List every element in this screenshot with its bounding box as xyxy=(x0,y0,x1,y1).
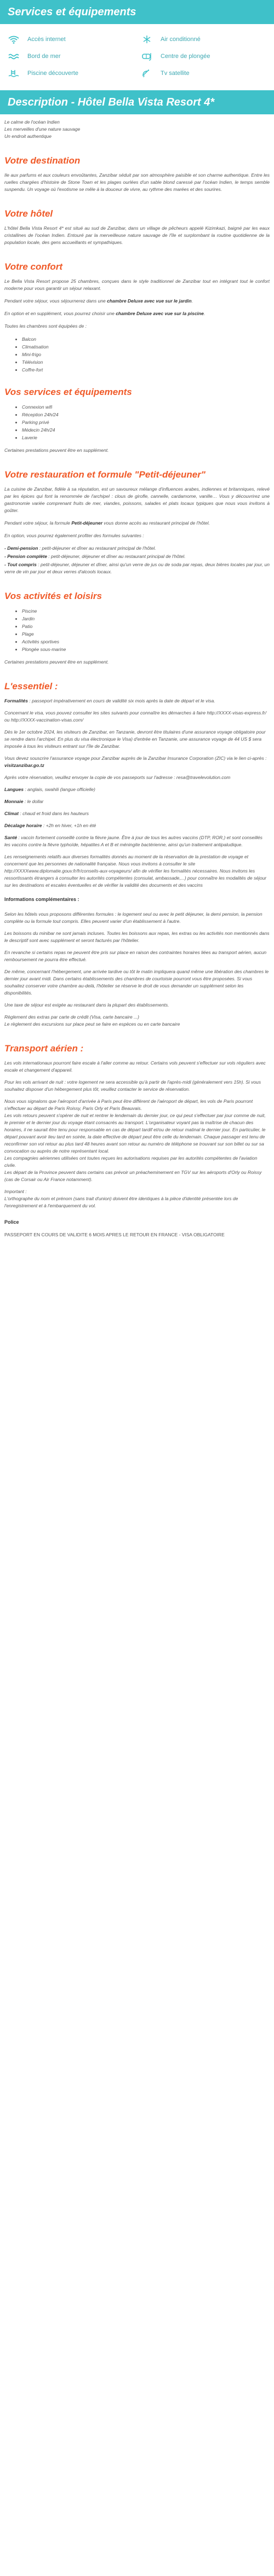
room-equipment-list xyxy=(4,335,270,374)
langues-label: Langues xyxy=(4,787,24,792)
services-header: Services et équipements xyxy=(0,0,274,24)
visa-text: Concernant le visa, vous pouvez consulter les sites suivants pour connaître les démarches à faire http://XXXX-visas-express.fr/ ou http://XXXX-vaccination-visas.com/ xyxy=(4,710,267,723)
intro-block xyxy=(4,114,270,140)
infos-p5: Une taxe de séjour est exigée au restaurant dans la plupart des établissements. xyxy=(4,1002,169,1008)
restauration-p6-a: - Tout compris xyxy=(4,562,37,567)
transport-p3: Nous vous signalons que l'aéroport d'arrivée à Paris peut être différent de l'aéroport de départ, les vols de Paris pourront s'effectuer au départ de Paris Roissy, Paris Orly et Paris Beauvais. Les vols retours peuvent s'opérer de nuit et rentrer le lendemain du dernier jour, ce qui peut s'effectuer par jour comme de nuit, le premier et le dernier jour du voyage étant consacrés au transport. L'organisateur voyant pas la maîtrise de chacun des horaires, il ne saurait être tenu pour responsable en cas de départ tardif et/ou de retour matinal le dernier jour. En particulier, le départ pouvant avoir lieu tard en soirée, la date effective de départ peut être celle du lendemain. Chaque passager est tenu de reconfirmer son vol retour au plus tard 48 heures avant son retour au numéro de téléphone se trouvant sur son billet ou sur sa convocation ou auprès de notre représentant local. Les compagnies aériennes utilisées ont toutes reçues les autorisations requises par les autorités compétentes de l'aviation civile. Les départ de la Province peuvent dans certains cas prévoir un préacheminement en TGV sur les aéroports d'Orly ou Roissy (cas de Corsair ou Air France notamment). xyxy=(4,1098,266,1182)
feature-seaside xyxy=(7,48,134,65)
infos-p2: Les boissons du minibar ne sont jamais incluses. Toutes les boissons aux repas, les extras ou les activités non mentionnés dans le descriptif sont avec supplément et seront facturés par l'hôtelier. xyxy=(4,931,270,943)
list-item: • Médecin 24h/24 xyxy=(22,426,270,434)
transport-p2: Pour les vols arrivant de nuit : votre logement ne sera accessible qu'à partir de l'après-midi (généralement vers 15h). Si vous souhaitez disposer d'un hébergement plus tôt, veuillez contacter le service de réservation. xyxy=(4,1079,261,1092)
climat-value: : chaud et froid dans les hauteurs xyxy=(18,811,89,816)
confort-p3-b: chambre Deluxe avec vue sur la piscine xyxy=(116,311,204,316)
formalites-label: Formalités xyxy=(4,698,28,703)
monnaie-label: Monnaie xyxy=(4,799,24,804)
monnaie-value: : le dollar xyxy=(23,799,44,804)
sante-label: Santé xyxy=(4,835,18,840)
feature-label: Air conditionné xyxy=(161,36,201,43)
feature-label: Accès internet xyxy=(27,36,66,43)
decalage-value: : +2h en hiver, +1h en été xyxy=(42,823,96,828)
wifi-icon xyxy=(8,34,20,44)
assurance-text xyxy=(4,755,270,769)
confort-p2-b: chambre Deluxe avec vue sur le jardin xyxy=(107,298,192,304)
activites-note: Certaines prestations peuvent être en supplément. xyxy=(4,659,109,665)
police-title: Police xyxy=(4,1219,19,1225)
list-item: • Plongée sous-marine xyxy=(22,646,270,653)
assurance2-text: Après votre réservation, veuillez envoyer la copie de vos passeports sur l'adresse : resa@travelevolution.com xyxy=(4,775,231,780)
list-item: • Activités sportives xyxy=(22,638,270,646)
services2-note: Certaines prestations peuvent être en supplément. xyxy=(4,447,109,453)
feature-label: Piscine découverte xyxy=(27,69,78,77)
vaccin-text: Dès le 1er octobre 2024, les visiteurs de Zanzibar, en Tanzanie, devront être titulaires d'une assurance voyage obligatoire pour se rendre dans l'archipel. En plus du visa électronique le Visa) d'entrée en Tanzanie, une assurance voyage de 44 US $ sera imposée à tous les visiteurs entrant sur l'île de Zanzibar. xyxy=(4,729,266,749)
restauration-p2-a: Pendant votre séjour, la formule xyxy=(4,520,72,526)
activities-list xyxy=(4,607,270,653)
intro-line: Un endroit authentique xyxy=(4,133,52,139)
climat-text xyxy=(4,810,270,817)
transport-p1: Les vols internationaux pourront faire escale à l'aller comme au retour. Certains vols peuvent s'effectuer sur vols réguliers avec escale et changement d'appareil. xyxy=(4,1060,266,1073)
infos-p6: Règlement des extras par carte de crédit (Visa, carte bancaire ...) Le règlement des excursions sur place peut se faire en espèces ou en carte bancaire xyxy=(4,1014,180,1027)
intro-line: Les merveilles d'une nature sauvage xyxy=(4,126,81,132)
destination-title: Votre destination xyxy=(4,155,81,166)
features-grid xyxy=(0,24,274,86)
activites-title: Vos activités et loisirs xyxy=(4,591,102,601)
list-item: • Connexion wifi xyxy=(22,403,270,411)
list-item: • Parking privé xyxy=(22,418,270,426)
snowflake-icon xyxy=(141,34,153,44)
restauration-p5-b: : petit-déjeuner, déjeuner et dîner au restaurant principal de l'hôtel. xyxy=(47,554,186,559)
infos-title: Informations complémentaires : xyxy=(4,897,79,902)
formalites-value: : passeport impérativement en cours de validité six mois après la date de départ et le visa. xyxy=(28,698,215,703)
transport-title: Transport aérien : xyxy=(4,1043,84,1054)
confort-p1: Le Bella Vista Resort propose 25 chambres, conçues dans le style traditionnel de Zanzibar tout en intégrant tout le confort moderne pour vous garantir un séjour relaxant. xyxy=(4,278,270,291)
list-item: • Balcon xyxy=(22,335,270,343)
feature-label: Bord de mer xyxy=(27,53,61,60)
list-item: • Coffre-fort xyxy=(22,366,270,374)
confort-p3-c: . xyxy=(203,311,206,316)
list-item: • Télévision xyxy=(22,358,270,366)
restauration-p6-b: : petit-déjeuner, déjeuner et dîner, ainsi qu'un verre de jus ou de soda par repas, deux bières locales par jour, un verre de vin par jour et deux verres d'alcools locaux. xyxy=(4,562,270,574)
monnaie-text xyxy=(4,798,270,805)
restauration-title: Votre restauration et formule "Petit-déjeuner" xyxy=(4,469,206,480)
police-line: PASSEPORT EN COURS DE VALIDITE 6 MOIS APRES LE RETOUR EN FRANCE - VISA OBLIGATOIRE xyxy=(4,1232,225,1237)
decalage-text xyxy=(4,822,270,829)
sante-text xyxy=(4,834,270,848)
assurance-link[interactable]: visitzanzibar.go.tz xyxy=(4,763,44,768)
confort-p2-c: . xyxy=(191,298,193,304)
restauration-p3: En option, vous pourrez également profiter des formules suivantes : xyxy=(4,533,144,538)
satellite-icon xyxy=(141,68,153,78)
confort-p2-a: Pendant votre séjour, vous séjournerez dans une xyxy=(4,298,107,304)
restauration-p5 xyxy=(4,553,270,560)
restauration-p2 xyxy=(4,520,270,527)
feature-aircon xyxy=(140,31,267,48)
pool-icon xyxy=(8,68,20,78)
confort-title: Votre confort xyxy=(4,261,63,272)
feature-label: Tv satellite xyxy=(161,69,190,77)
destination-text: Ile aux parfums et aux couleurs envoûtantes, Zanzibar séduit par son atmosphère paisible et son charme authentique. Entre les ruelles chargées d'histoire de Stone Town et les plages ourlées d'un sable blond caressé par l'océan Indien, le temps semble suspendu. Un voyage où l'exotisme se mêle à la douceur de vivre, au rythme des marées et des sourires. xyxy=(4,172,270,192)
feature-label: Centre de plongée xyxy=(161,53,210,60)
list-item: • Patio xyxy=(22,623,270,630)
hotel-title: Votre hôtel xyxy=(4,208,53,219)
restauration-p1: La cuisine de Zanzibar, fidèle à sa réputation, est un savoureux mélange d'influences arabes, indiennes et britanniques, relevé par les épices qui font la renommée de l'archipel : clous de girofle, cannelle, cardamome, vanille… Vous y découvrirez une gastronomie variée comprenant fruits de mer, viandes, poissons, salades et plats locaux typiques que nous vous invitons à goûter. xyxy=(4,486,270,513)
intro-line: Le calme de l'océan Indien xyxy=(4,119,60,125)
restauration-p4-a: - Demi-pension xyxy=(4,545,38,551)
transport-p4: Important : L'orthographe du nom et prénom (sans trait d'union) doivent être identiques à la pièce d'identité présentée lors de l'enregistrement et à l'embarquement du vol. xyxy=(4,1189,238,1208)
hotel-text: L'hôtel Bella Vista Resort 4* est situé au sud de Zanzibar, dans un village de pêcheurs appelé Kizimkazi, baigné par les eaux cristallines de l'océan Indien. Entouré par la merveilleuse nature sauvage de l'île et surplombant la routine quotidienne de la population locale, des gens accueillants et sympathiques. xyxy=(4,225,270,245)
langues-text xyxy=(4,786,270,793)
list-item: • Piscine xyxy=(22,607,270,615)
list-item: • Réception 24h/24 xyxy=(22,411,270,418)
sante-value: : vaccin fortement conseillé contre la fièvre jaune. Être à jour de tous les autres vaccins (DTP, ROR,) et sont conseillés les vaccins contre la fièvre typhoïde, hépatites A et B et méningite bactérienne, ainsi qu'un traitement antipaludique. xyxy=(4,835,262,847)
assurance-a: Vous devez souscrire l'assurance voyage pour Zanzibar auprès de la Zanzibar Insurance Corporation (ZIC) via le lien ci-après : xyxy=(4,755,267,761)
confort-p4: Toutes les chambres sont équipées de : xyxy=(4,323,87,329)
confort-p2 xyxy=(4,298,270,305)
wave-icon xyxy=(8,51,20,61)
decalage-label: Décalage horaire xyxy=(4,823,42,828)
dive-mask-icon xyxy=(141,51,153,61)
content xyxy=(0,114,274,1238)
list-item: • Plage xyxy=(22,630,270,638)
services-list xyxy=(4,403,270,441)
langues-value: : anglais, swahili (langue officielle) xyxy=(23,787,95,792)
essentiel-title: L'essentiel : xyxy=(4,681,58,691)
climat-label: Climat xyxy=(4,811,19,816)
list-item: • Mini-frigo xyxy=(22,351,270,358)
renseign-text: Les renseignements relatifs aux diverses formalités donnés au moment de la réservation de la prestation de voyage et concernent que les personnes de nationalité française. Nous vous invitons à consulter le site http://XXXXwww.diplomatie.gouv.fr/fr/conseils-aux-voyageurs/ afin de vérifier les formalités nécessaires. Nous invitons les ressortissants étrangers à consulter les autorités compétentes (consulat, ambassade,...) pour connaître les modalités de séjour sur les destinations et escales éventuelles et de vérifier la validité des documents et des vaccins xyxy=(4,854,267,888)
feature-internet xyxy=(7,31,134,48)
restauration-p4-b: : petit-déjeuner et dîner au restaurant principal de l'hôtel. xyxy=(38,545,156,551)
infos-p3: En revanche si certains repas ne peuvent être pris sur place en raison des contraintes horaires liées au transport aérien, aucun remboursement ne pourra être effectué. xyxy=(4,950,267,962)
feature-pool xyxy=(7,65,134,82)
confort-p3-a: En option et en supplément, vous pourrez choisir une xyxy=(4,311,116,316)
confort-p3 xyxy=(4,310,270,317)
services2-title: Vos services et équipements xyxy=(4,387,132,397)
feature-diving xyxy=(140,48,267,65)
infos-p1: Selon les hôtels vous proposons différentes formules : le logement seul ou avec le petit déjeuner, la demi pension, la pension complète ou la formule tout compris. Elles peuvent varier d'un établissement à l'autre. xyxy=(4,911,262,924)
description-header: Description - Hôtel Bella Vista Resort 4* xyxy=(0,90,274,114)
restauration-p2-c: vous donne accès au restaurant principal de l'hôtel. xyxy=(102,520,210,526)
list-item: • Jardin xyxy=(22,615,270,623)
infos-p4: De même, concernant l'hébergement, une arrivée tardive ou tôt le matin impliquera quand même une libération des chambres le dernier jour avant midi. Dans certains établissements des chambres de courtoisie pourront vous être proposées. Si vous souhaitez conserver votre chambre au-delà, l'hôtelier se réserve le droit de vous demander un supplément selon les disponibilités. xyxy=(4,969,269,996)
restauration-p4 xyxy=(4,545,270,552)
police-block xyxy=(4,1219,270,1238)
restauration-p5-a: - Pension complète xyxy=(4,554,47,559)
list-item: • Laverie xyxy=(22,434,270,441)
restauration-p6 xyxy=(4,561,270,575)
feature-tv xyxy=(140,65,267,82)
restauration-p2-b: Petit-déjeuner xyxy=(71,520,103,526)
formalites-text xyxy=(4,697,270,705)
list-item: • Climatisation xyxy=(22,343,270,351)
